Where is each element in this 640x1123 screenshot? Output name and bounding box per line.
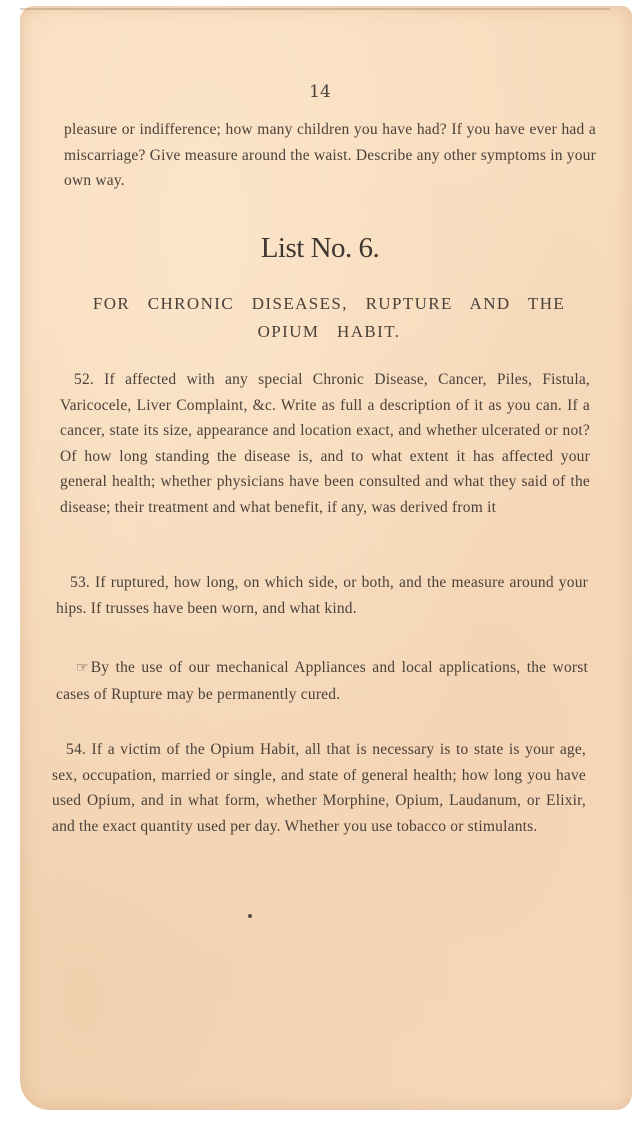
ink-speck [248, 914, 252, 918]
question-52 [60, 367, 590, 520]
question-number: 53. [70, 574, 90, 591]
section-title: List No. 6. [260, 232, 380, 264]
question-text: If affected with any special Chronic Disease, Cancer, Piles, Fistula, Varicocele, Liver Complaint, &c. Write as full a description of it as you can. If a cancer, state its size, appearance and location exact, and whether ulcerated or not? Of how long standing the disease is, and to what extent it has affected your general health; whether physicians have been consulted and what they said of the disease; their treatment and what benefit, if any, was derived from it [60, 371, 590, 516]
page-crease [20, 8, 610, 10]
note-text: By the use of our mechanical Appliances and local applications, the worst cases of Rupture may be permanently cured. [56, 659, 588, 703]
page-number: 14 [309, 82, 331, 102]
pointing-hand-icon: ☞ [76, 661, 89, 676]
continued-paragraph: pleasure or indifference; how many children you have had? If you have ever had a miscarriage? Give measure around the waist. Describe any other symptoms in your own way. [64, 121, 596, 189]
rupture-note [56, 655, 588, 707]
question-text: If a victim of the Opium Habit, all that is necessary is to state is your age, sex, occupation, married or single, and state of general health; how long you have used Opium, and in what form, whether Morphine, Opium, Laudanum, or Elixir, and the exact quantity used per day. Whether you use tobacco or stimulants. [52, 741, 587, 835]
question-number: 52. [74, 371, 94, 388]
question-54 [52, 737, 586, 839]
question-number: 54. [66, 741, 86, 758]
section-subtitle: FOR CHRONIC DISEASES, RUPTURE AND THE OPIUM HABIT. [92, 294, 566, 341]
question-text: If ruptured, how long, on which side, or both, and the measure around your hips. If trusses have been worn, and what kind. [56, 574, 589, 617]
question-53 [56, 570, 588, 621]
